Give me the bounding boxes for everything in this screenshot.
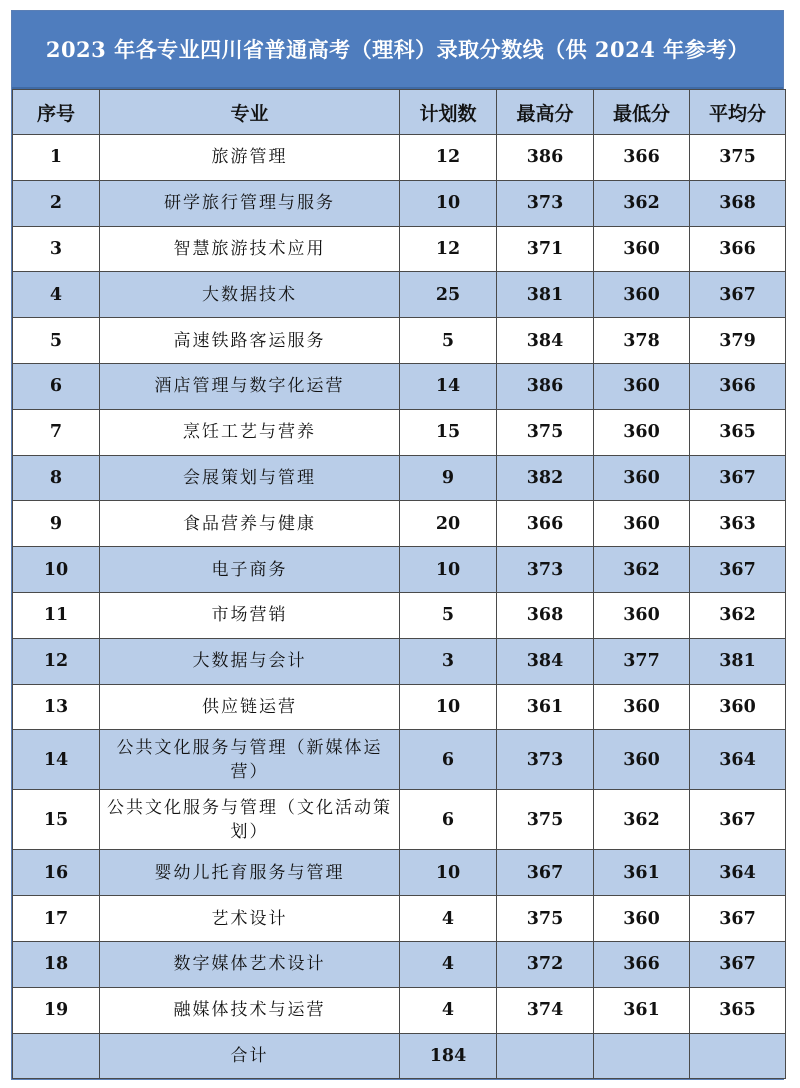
table-row: [13, 547, 786, 593]
row-min-cell: 377: [594, 638, 690, 684]
row-min-cell: 361: [594, 850, 690, 896]
row-plan-cell: 12: [400, 226, 497, 272]
row-no-cell: 18: [13, 941, 100, 987]
row-min-cell: 360: [594, 501, 690, 547]
row-min-cell: 366: [594, 135, 690, 181]
row-max-cell: 373: [497, 547, 594, 593]
row-avg-cell: 381: [690, 638, 786, 684]
row-major-cell: 研学旅行管理与服务: [100, 180, 400, 226]
row-no-cell: 2: [13, 180, 100, 226]
row-max-cell: 367: [497, 850, 594, 896]
row-major-cell: 供应链运营: [100, 684, 400, 730]
row-plan-cell: 4: [400, 987, 497, 1033]
row-avg-cell: 367: [690, 455, 786, 501]
row-plan-cell: 5: [400, 592, 497, 638]
row-major-cell: 婴幼儿托育服务与管理: [100, 850, 400, 896]
row-min-cell: 362: [594, 547, 690, 593]
row-no-cell: 6: [13, 363, 100, 409]
row-min-cell: 361: [594, 987, 690, 1033]
row-avg-cell: 368: [690, 180, 786, 226]
row-major-cell: 市场营销: [100, 592, 400, 638]
row-min-cell: 362: [594, 790, 690, 850]
row-max-cell: 375: [497, 409, 594, 455]
row-no-cell: 14: [13, 730, 100, 790]
row-no-cell: 12: [13, 638, 100, 684]
table-row: [13, 987, 786, 1033]
row-plan-cell: 25: [400, 272, 497, 318]
row-avg-cell: 367: [690, 896, 786, 942]
total-row: [13, 1033, 786, 1078]
total-no-cell: [13, 1033, 100, 1078]
header-max: 最高分: [497, 90, 594, 135]
row-avg-cell: 367: [690, 272, 786, 318]
table-row: [13, 272, 786, 318]
row-max-cell: 384: [497, 638, 594, 684]
table-row: [13, 730, 786, 790]
row-major-cell: 艺术设计: [100, 896, 400, 942]
table-row: [13, 790, 786, 850]
row-avg-cell: 366: [690, 226, 786, 272]
row-plan-cell: 14: [400, 363, 497, 409]
row-min-cell: 360: [594, 226, 690, 272]
row-plan-cell: 4: [400, 941, 497, 987]
row-major-cell: 高速铁路客运服务: [100, 318, 400, 364]
row-major-cell: 会展策划与管理: [100, 455, 400, 501]
row-avg-cell: 367: [690, 790, 786, 850]
row-major-cell: 公共文化服务与管理（文化活动策划）: [100, 790, 400, 850]
row-avg-cell: 365: [690, 987, 786, 1033]
row-plan-cell: 10: [400, 547, 497, 593]
total-max-cell: [497, 1033, 594, 1078]
row-no-cell: 16: [13, 850, 100, 896]
row-avg-cell: 360: [690, 684, 786, 730]
row-avg-cell: 375: [690, 135, 786, 181]
row-max-cell: 381: [497, 272, 594, 318]
row-avg-cell: 367: [690, 547, 786, 593]
row-no-cell: 15: [13, 790, 100, 850]
row-min-cell: 360: [594, 592, 690, 638]
row-max-cell: 361: [497, 684, 594, 730]
score-table: [12, 89, 786, 1079]
row-avg-cell: 365: [690, 409, 786, 455]
row-plan-cell: 6: [400, 790, 497, 850]
table-row: [13, 638, 786, 684]
row-plan-cell: 15: [400, 409, 497, 455]
row-max-cell: 382: [497, 455, 594, 501]
row-major-cell: 大数据与会计: [100, 638, 400, 684]
table-row: [13, 592, 786, 638]
row-min-cell: 360: [594, 730, 690, 790]
row-no-cell: 3: [13, 226, 100, 272]
row-max-cell: 366: [497, 501, 594, 547]
row-major-cell: 烹饪工艺与营养: [100, 409, 400, 455]
row-major-cell: 融媒体技术与运营: [100, 987, 400, 1033]
row-no-cell: 17: [13, 896, 100, 942]
row-no-cell: 5: [13, 318, 100, 364]
total-min-cell: [594, 1033, 690, 1078]
row-plan-cell: 4: [400, 896, 497, 942]
row-no-cell: 19: [13, 987, 100, 1033]
row-min-cell: 378: [594, 318, 690, 364]
row-max-cell: 372: [497, 941, 594, 987]
table-title: 2023 年各专业四川省普通高考（理科）录取分数线（供 2024 年参考）: [12, 11, 783, 89]
row-min-cell: 360: [594, 409, 690, 455]
header-row: [13, 90, 786, 135]
row-avg-cell: 366: [690, 363, 786, 409]
row-major-cell: 公共文化服务与管理（新媒体运营）: [100, 730, 400, 790]
header-plan: 计划数: [400, 90, 497, 135]
row-major-cell: 大数据技术: [100, 272, 400, 318]
table-row: [13, 941, 786, 987]
row-major-cell: 旅游管理: [100, 135, 400, 181]
row-major-cell: 智慧旅游技术应用: [100, 226, 400, 272]
row-max-cell: 371: [497, 226, 594, 272]
row-no-cell: 1: [13, 135, 100, 181]
row-no-cell: 11: [13, 592, 100, 638]
header-major: 专业: [100, 90, 400, 135]
row-plan-cell: 3: [400, 638, 497, 684]
row-min-cell: 360: [594, 363, 690, 409]
row-max-cell: 375: [497, 790, 594, 850]
row-avg-cell: 379: [690, 318, 786, 364]
row-no-cell: 13: [13, 684, 100, 730]
table-row: [13, 409, 786, 455]
row-major-cell: 数字媒体艺术设计: [100, 941, 400, 987]
row-plan-cell: 9: [400, 455, 497, 501]
row-max-cell: 384: [497, 318, 594, 364]
row-avg-cell: 362: [690, 592, 786, 638]
row-max-cell: 374: [497, 987, 594, 1033]
row-max-cell: 373: [497, 730, 594, 790]
table-row: [13, 501, 786, 547]
header-min: 最低分: [594, 90, 690, 135]
header-no: 序号: [13, 90, 100, 135]
row-no-cell: 4: [13, 272, 100, 318]
table-row: [13, 684, 786, 730]
table-row: [13, 180, 786, 226]
table-row: [13, 135, 786, 181]
total-plan: 184: [400, 1033, 497, 1078]
row-no-cell: 9: [13, 501, 100, 547]
total-label: 合计: [100, 1033, 400, 1078]
row-max-cell: 368: [497, 592, 594, 638]
row-max-cell: 375: [497, 896, 594, 942]
row-min-cell: 360: [594, 455, 690, 501]
row-min-cell: 362: [594, 180, 690, 226]
header-avg: 平均分: [690, 90, 786, 135]
row-max-cell: 373: [497, 180, 594, 226]
row-avg-cell: 364: [690, 850, 786, 896]
row-avg-cell: 367: [690, 941, 786, 987]
row-major-cell: 食品营养与健康: [100, 501, 400, 547]
admission-score-table-sheet: [11, 10, 784, 1080]
row-plan-cell: 10: [400, 850, 497, 896]
row-plan-cell: 10: [400, 684, 497, 730]
row-avg-cell: 364: [690, 730, 786, 790]
row-avg-cell: 363: [690, 501, 786, 547]
row-min-cell: 366: [594, 941, 690, 987]
total-avg-cell: [690, 1033, 786, 1078]
row-plan-cell: 6: [400, 730, 497, 790]
row-min-cell: 360: [594, 272, 690, 318]
row-max-cell: 386: [497, 363, 594, 409]
table-row: [13, 318, 786, 364]
row-major-cell: 酒店管理与数字化运营: [100, 363, 400, 409]
row-plan-cell: 10: [400, 180, 497, 226]
row-no-cell: 8: [13, 455, 100, 501]
row-plan-cell: 20: [400, 501, 497, 547]
table-body: [13, 135, 786, 1079]
table-row: [13, 850, 786, 896]
table-row: [13, 363, 786, 409]
row-min-cell: 360: [594, 684, 690, 730]
row-no-cell: 7: [13, 409, 100, 455]
row-plan-cell: 12: [400, 135, 497, 181]
row-max-cell: 386: [497, 135, 594, 181]
table-row: [13, 455, 786, 501]
row-major-cell: 电子商务: [100, 547, 400, 593]
table-row: [13, 896, 786, 942]
row-min-cell: 360: [594, 896, 690, 942]
row-plan-cell: 5: [400, 318, 497, 364]
row-no-cell: 10: [13, 547, 100, 593]
table-row: [13, 226, 786, 272]
